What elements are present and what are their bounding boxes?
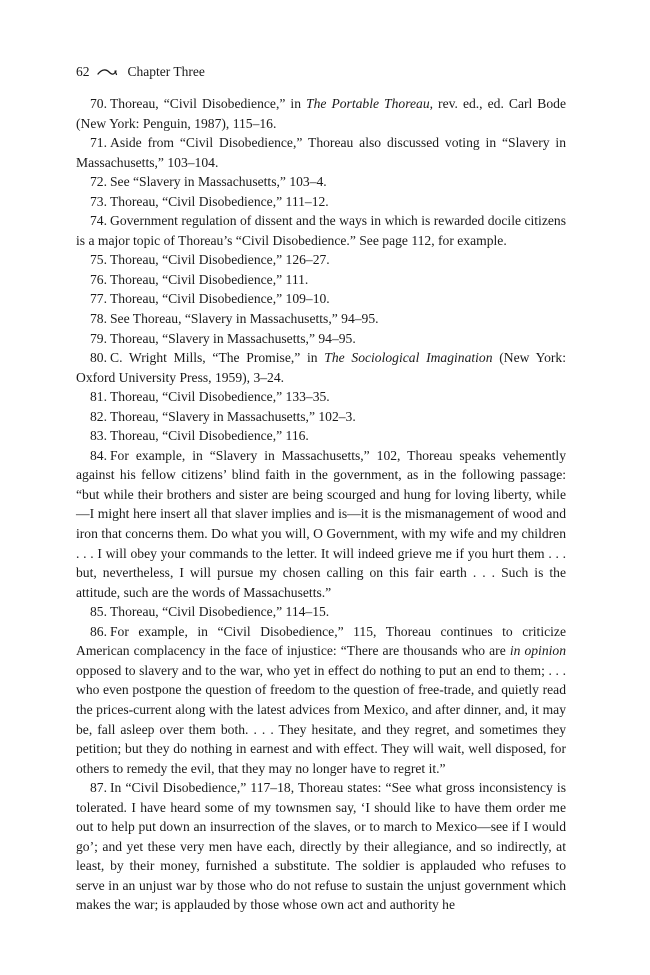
endnote-number: 77. — [90, 291, 107, 307]
endnote-italic-text: The Portable Thoreau — [306, 96, 430, 111]
endnote — [76, 94, 566, 133]
endnote-number: 83. — [90, 428, 107, 444]
endnote-number: 74. — [90, 213, 107, 229]
endnote-number: 86. — [90, 623, 107, 639]
endnote-text: Thoreau, “Civil Disobedience,” 114–15. — [110, 604, 330, 620]
endnote — [76, 250, 566, 270]
endnote-text: Thoreau, “Civil Disobedience,” 133–35. — [110, 389, 330, 405]
endnote-number: 75. — [90, 252, 107, 268]
endnote-number: 85. — [90, 604, 107, 620]
endnote-text: Thoreau, “Civil Disobedience,” 126–27. — [110, 252, 330, 268]
endnote-number: 87. — [90, 780, 107, 796]
endnote — [76, 407, 566, 427]
endnote-text: Thoreau, “Civil Disobedience,” 116. — [110, 428, 309, 444]
endnote — [76, 289, 566, 309]
endnote — [76, 309, 566, 329]
endnote — [76, 778, 566, 915]
endnote-text: Thoreau, “Civil Disobedience,” in — [110, 96, 307, 111]
endnote-number: 78. — [90, 311, 107, 327]
endnote — [76, 348, 566, 387]
endnote — [76, 426, 566, 446]
book-page — [76, 62, 566, 915]
endnote-number: 71. — [90, 135, 107, 151]
endnote — [76, 172, 566, 192]
endnote-number: 72. — [90, 174, 107, 190]
endnote-text: , rev. ed., ed. Carl Bode (New York: Penguin, 1987), 115–16. — [76, 96, 567, 131]
endnote-text: (New York: Oxford University Press, 1959), 3–24. — [76, 350, 566, 385]
endnote-text: C. Wright Mills, “The Promise,” in — [110, 350, 325, 366]
endnote-text: For example, in “Civil Disobedience,” 115, Thoreau continues to criticize American complacency in the face of injustice: “There are thousands who are — [76, 623, 566, 659]
chapter-title: Chapter Three — [127, 64, 205, 79]
endnote-text: See “Slavery in Massachusetts,” 103–4. — [110, 174, 327, 190]
endnote-text: See Thoreau, “Slavery in Massachusetts,” 94–95. — [110, 311, 379, 327]
endnote-italic-text: in opinion — [509, 643, 566, 659]
endnote-number: 79. — [90, 330, 107, 346]
endnote-text: Government regulation of dissent and the ways in which is rewarded docile citizens is a major topic of Thoreau’s “Civil Disobedience.” See page 112, for example. — [76, 213, 566, 248]
endnote — [76, 133, 566, 172]
endnote — [76, 270, 566, 290]
endnote-number: 73. — [90, 193, 107, 209]
swash-ornament-icon — [96, 67, 118, 77]
endnotes-list — [76, 94, 566, 915]
endnote-text: For example, in “Slavery in Massachusetts,” 102, Thoreau speaks vehemently against his fellow citizens’ blind faith in the government, as in the following passage: “but while their brothers and sister are being scourged and hung for loving liberty, while—I might here insert all that slaver implies and is—it is the mismanagement of wood and iron that concerns them. Do what you will, O Government, with my wife and my children . . . I will obey your commands to the letter. It will indeed grieve me if you hurt them . . . but, nevertheless, I will pursue my chosen calling on this fair earth . . . Such is the attitude, such are the words of Massachusetts.” — [76, 447, 566, 600]
endnote-text: Thoreau, “Slavery in Massachusetts,” 94–95. — [110, 330, 356, 346]
endnote-number: 82. — [90, 408, 107, 424]
endnote-text: In “Civil Disobedience,” 117–18, Thoreau states: “See what gross inconsistency is tolerated. I have heard some of my townsmen say, ‘I should like to have them order me out to help put down an insurrection of the slaves, or to march to Mexico—see if I would go’; and yet these very men have each, directly by their allegiance, and so indirectly, at least, by their money, furnished a substitute. The soldier is applauded who refuses to serve in an unjust war by those who do not refuse to sustain the unjust government which makes the war; is applauded by those whose own act and authority he — [76, 780, 566, 913]
endnote-number: 81. — [90, 389, 107, 405]
endnote — [76, 211, 566, 250]
endnote — [76, 622, 566, 778]
page-number: 62 — [76, 64, 90, 79]
endnote-text: opposed to slavery and to the war, who yet in effect do nothing to put an end to them; . . . who even postpone the question of freedom to the question of free-trade, and quietly read the prices-current along with the latest advices from Mexico, and after dinner, and, it may be, fall asleep over them both. . . . They hesitate, and they regret, and sometimes they petition; but they do nothing in earnest and with effect. They will wait, well disposed, for others to remedy the evil, that they may no longer have to regret it.” — [76, 662, 566, 776]
endnote — [76, 329, 566, 349]
endnote — [76, 446, 566, 602]
endnote — [76, 387, 566, 407]
running-head — [76, 62, 566, 82]
endnote-text: Thoreau, “Civil Disobedience,” 111–12. — [110, 193, 329, 209]
endnote-number: 70. — [90, 96, 107, 111]
endnote-text: Thoreau, “Civil Disobedience,” 109–10. — [110, 291, 330, 307]
endnote — [76, 192, 566, 212]
endnote-text: Aside from “Civil Disobedience,” Thoreau also discussed voting in “Slavery in Massachusetts,” 103–104. — [76, 135, 566, 170]
endnote-number: 80. — [90, 350, 107, 366]
endnote-italic-text: The Sociological Imagination — [324, 350, 493, 366]
endnote-text: Thoreau, “Civil Disobedience,” 111. — [110, 271, 309, 287]
endnote-number: 76. — [90, 271, 107, 287]
endnote — [76, 602, 566, 622]
endnote-number: 84. — [90, 447, 107, 463]
endnote-text: Thoreau, “Slavery in Massachusetts,” 102–3. — [110, 408, 356, 424]
